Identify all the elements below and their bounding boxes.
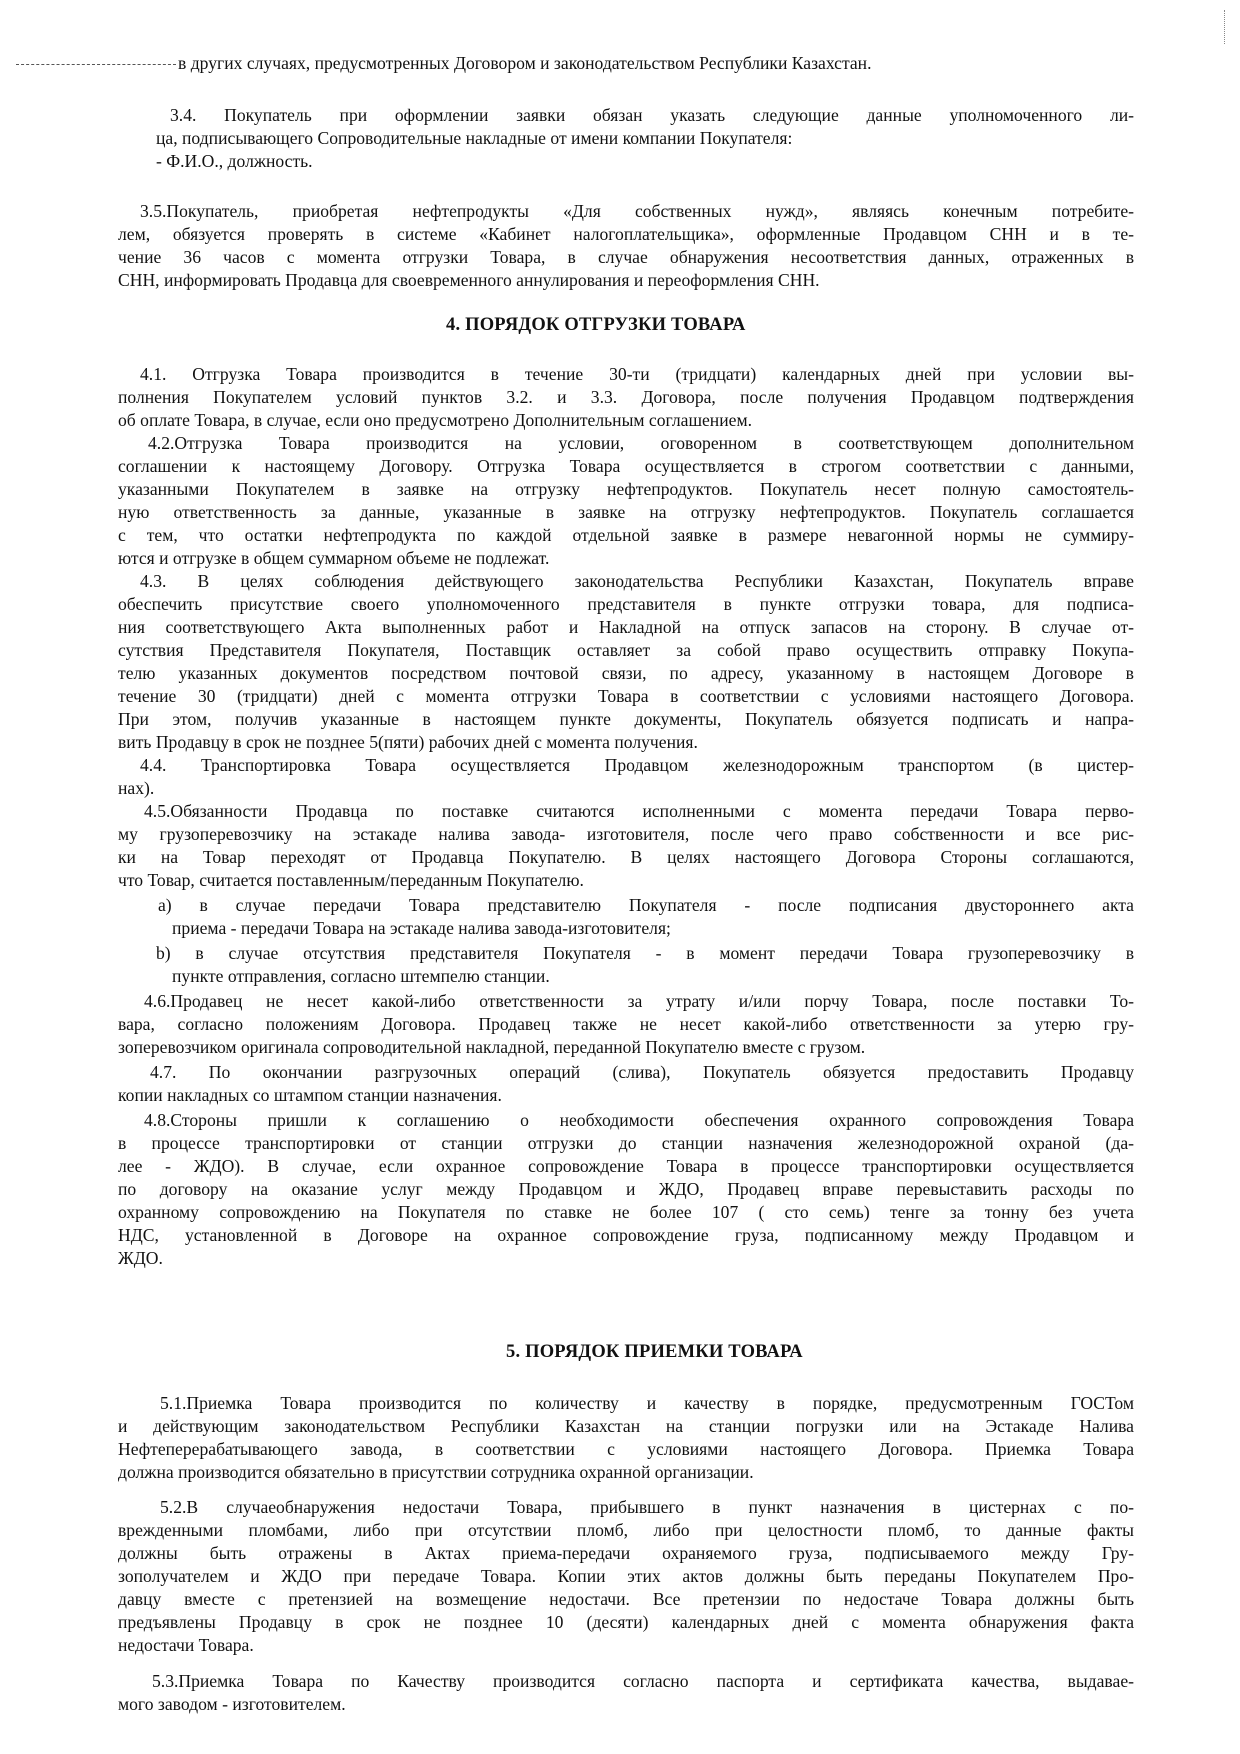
para-4-line-2: полнения Покупателем условий пунктов 3.2. и 3.3. Договора, после получения Продавцом подтверждения [118,387,1134,407]
para-4-line-27: пункте отправления, согласно штемпелю станции. [172,966,550,986]
para-4-line-17: вить Продавцу в срок не позднее 5(пяти) рабочих дней с момента получения. [118,732,698,752]
para-4-line-33: 4.8.Стороны пришли к соглашению о необходимости обеспечения охранного сопровождения Товара [144,1110,1134,1130]
para-4-line-26: b) в случае отсутствия представителя Покупателя - в момент передачи Товара грузоперевозчику в [156,943,1134,963]
para-4-line-20: 4.5.Обязанности Продавца по поставке считаются исполненными с момента передачи Товара перво- [144,801,1134,821]
para-4-line-12: ния соответствующего Акта выполненных работ и Накладной на отпуск запасов на сторону. В случае от- [118,617,1134,637]
para-4-line-29: вара, согласно положениям Договора. Продавец также не несет какой-либо ответственности за утерю гру- [118,1014,1134,1034]
para-3-5-line-4: СНН, информировать Продавца для своевременного аннулирования и переоформления СНН. [118,270,820,290]
para-4-line-39: ЖДО. [118,1248,163,1268]
para-5-line-3: Нефтеперерабатывающего завода, в соответствии с условиями настоящего Договора. Приемка Товара [118,1439,1134,1459]
para-3-5-line-3: чение 36 часов с момента отгрузки Товара, в случае обнаружения несоответствия данных, отраженных в [118,247,1134,267]
para-5-line-4: должна производится обязательно в присутствии сотрудника охранной организации. [118,1462,754,1482]
para-5-line-9: давцу вместе с претензией на возмещение недостачи. Все претензии по недостаче Товара должны быть [118,1589,1134,1609]
section-3-tail: в других случаях, предусмотренных Договором и законодательством Республики Казахстан. [178,53,872,73]
para-4-line-35: лее - ЖДО). В случае, если охранное сопровождение Товара в процессе транспортировки осуществляется [118,1156,1134,1176]
para-4-line-13: сутствия Представителя Покупателя, Поставщик оставляет за собой право осуществить отправку Покупа- [118,640,1134,660]
para-4-line-32: копии накладных со штампом станции назначения. [118,1085,502,1105]
para-4-line-22: ки на Товар переходят от Продавца Покупателю. В целях настоящего Договора Стороны соглашаются, [118,847,1134,867]
para-4-line-9: ются и отгрузке в общем суммарном объеме не подлежат. [118,548,550,568]
para-4-line-3: об оплате Товара, в случае, если оно предусмотрено Дополнительным соглашением. [118,410,752,430]
para-5-line-7: должны быть отражены в Актах приема-передачи охраняемого груза, подписываемого между Гру- [118,1543,1134,1563]
para-3-5-line-2: лем, обязуется проверять в системе «Кабинет налогоплательщика», оформленные Продавцом СНН и в те- [118,224,1134,244]
para-4-line-36: по договору на оказание услуг между Продавцом и ЖДО, Продавец вправе перевыставить расходы по [118,1179,1134,1199]
para-4-line-5: соглашении к настоящему Договору. Отгрузка Товара осуществляется в строгом соответствии с данными, [118,456,1134,476]
para-4-line-16: При этом, получив указанные в настоящем пункте документы, Покупатель обязуется подписать и напра- [118,709,1134,729]
para-4-line-14: телю указанных документов посредством почтовой связи, по адресу, указанному в настоящем Договоре в [118,663,1134,683]
scan-edge-mark [1224,10,1225,44]
para-5-line-12: 5.3.Приемка Товара по Качеству производится согласно паспорта и сертификата качества, выдавае- [152,1671,1134,1691]
para-4-line-37: охранному сопровождению на Покупателя по ставке не более 107 ( сто семь) тенге за тонну без учета [118,1202,1134,1222]
para-3-4-line-3: - Ф.И.О., должность. [156,151,313,171]
para-4-line-19: нах). [118,778,155,798]
para-5-line-8: зополучателем и ЖДО при передаче Товара. Копии этих актов должны быть переданы Покупателем Про- [118,1566,1134,1586]
section-4-heading: 4. ПОРЯДОК ОТГРУЗКИ ТОВАРА [446,315,746,335]
para-3-4-line-2: ца, подписывающего Сопроводительные накладные от имени компании Покупателя: [156,128,793,148]
para-4-line-10: 4.3. В целях соблюдения действующего законодательства Республики Казахстан, Покупатель вправе [140,571,1134,591]
para-4-line-1: 4.1. Отгрузка Товара производится в течение 30-ти (тридцати) календарных дней при условии вы- [140,364,1134,384]
para-5-line-1: 5.1.Приемка Товара производится по количеству и качеству в порядке, предусмотренным ГОСТом [160,1393,1134,1413]
para-4-line-21: му грузоперевозчику на эстакаде налива завода- изготовителя, после чего право собственности и все рис- [118,824,1134,844]
para-4-line-15: течение 30 (тридцати) дней с момента отгрузки Товара в соответствии с условиями настоящего Договора. [118,686,1134,706]
para-4-line-34: в процессе транспортировки от станции отгрузки до станции назначения железнодорожной охраной (да- [118,1133,1134,1153]
para-4-line-11: обеспечить присутствие своего уполномоченного представителя в пункте отгрузки товара, для подписа- [118,594,1134,614]
leader-dashes [16,64,176,65]
para-4-line-6: указанными Покупателем в заявке на отгрузку нефтепродуктов. Покупатель несет полную самостоятель- [118,479,1134,499]
para-4-line-25: приема - передачи Товара на эстакаде налива завода-изготовителя; [172,918,671,938]
para-3-4-line-1: 3.4. Покупатель при оформлении заявки обязан указать следующие данные уполномоченного ли- [170,105,1134,125]
para-5-line-5: 5.2.В случаеобнаружения недостачи Товара, прибывшего в пункт назначения в цистернах с по- [160,1497,1134,1517]
para-4-line-18: 4.4. Транспортировка Товара осуществляется Продавцом железнодорожным транспортом (в цистер- [140,755,1134,775]
para-4-line-4: 4.2.Отгрузка Товара производится на условии, оговоренном в соответствующем дополнительном [148,433,1134,453]
para-4-line-38: НДС, установленной в Договоре на охранное сопровождение груза, подписанному между Продавцом и [118,1225,1134,1245]
para-5-line-10: предъявлены Продавцу в срок не позднее 10 (десяти) календарных дней с момента обнаружения факта [118,1612,1134,1632]
para-4-line-23: что Товар, считается поставленным/переданным Покупателю. [118,870,584,890]
para-4-line-28: 4.6.Продавец не несет какой-либо ответственности за утрату и/или порчу Товара, после поставки То- [144,991,1134,1011]
para-5-line-2: и действующим законодательством Республики Казахстан на станции погрузки или на Эстакаде Налива [118,1416,1134,1436]
para-4-line-31: 4.7. По окончании разгрузочных операций (слива), Покупатель обязуется предоставить Продавцу [150,1062,1134,1082]
para-5-line-11: недостачи Товара. [118,1635,254,1655]
para-4-line-24: а) в случае передачи Товара представителю Покупателя - после подписания двустороннего акта [158,895,1134,915]
para-5-line-13: мого заводом - изготовителем. [118,1694,346,1714]
para-5-line-6: врежденными пломбами, либо при отсутствии пломб, либо при целостности пломб, то данные факты [118,1520,1134,1540]
para-4-line-7: ную ответственность за данные, указанные в заявке на отгрузку нефтепродуктов. Покупатель соглашается [118,502,1134,522]
para-3-5-line-1: 3.5.Покупатель, приобретая нефтепродукты «Для собственных нужд», являясь конечным потребите- [140,201,1134,221]
para-4-line-8: с тем, что остатки нефтепродукта по каждой отдельной заявке в размере невагонной нормы не суммиру- [118,525,1134,545]
para-4-line-30: зоперевозчиком оригинала сопроводительной накладной, переданной Покупателю вместе с грузом. [118,1037,866,1057]
section-5-heading: 5. ПОРЯДОК ПРИЕМКИ ТОВАРА [506,1342,803,1362]
